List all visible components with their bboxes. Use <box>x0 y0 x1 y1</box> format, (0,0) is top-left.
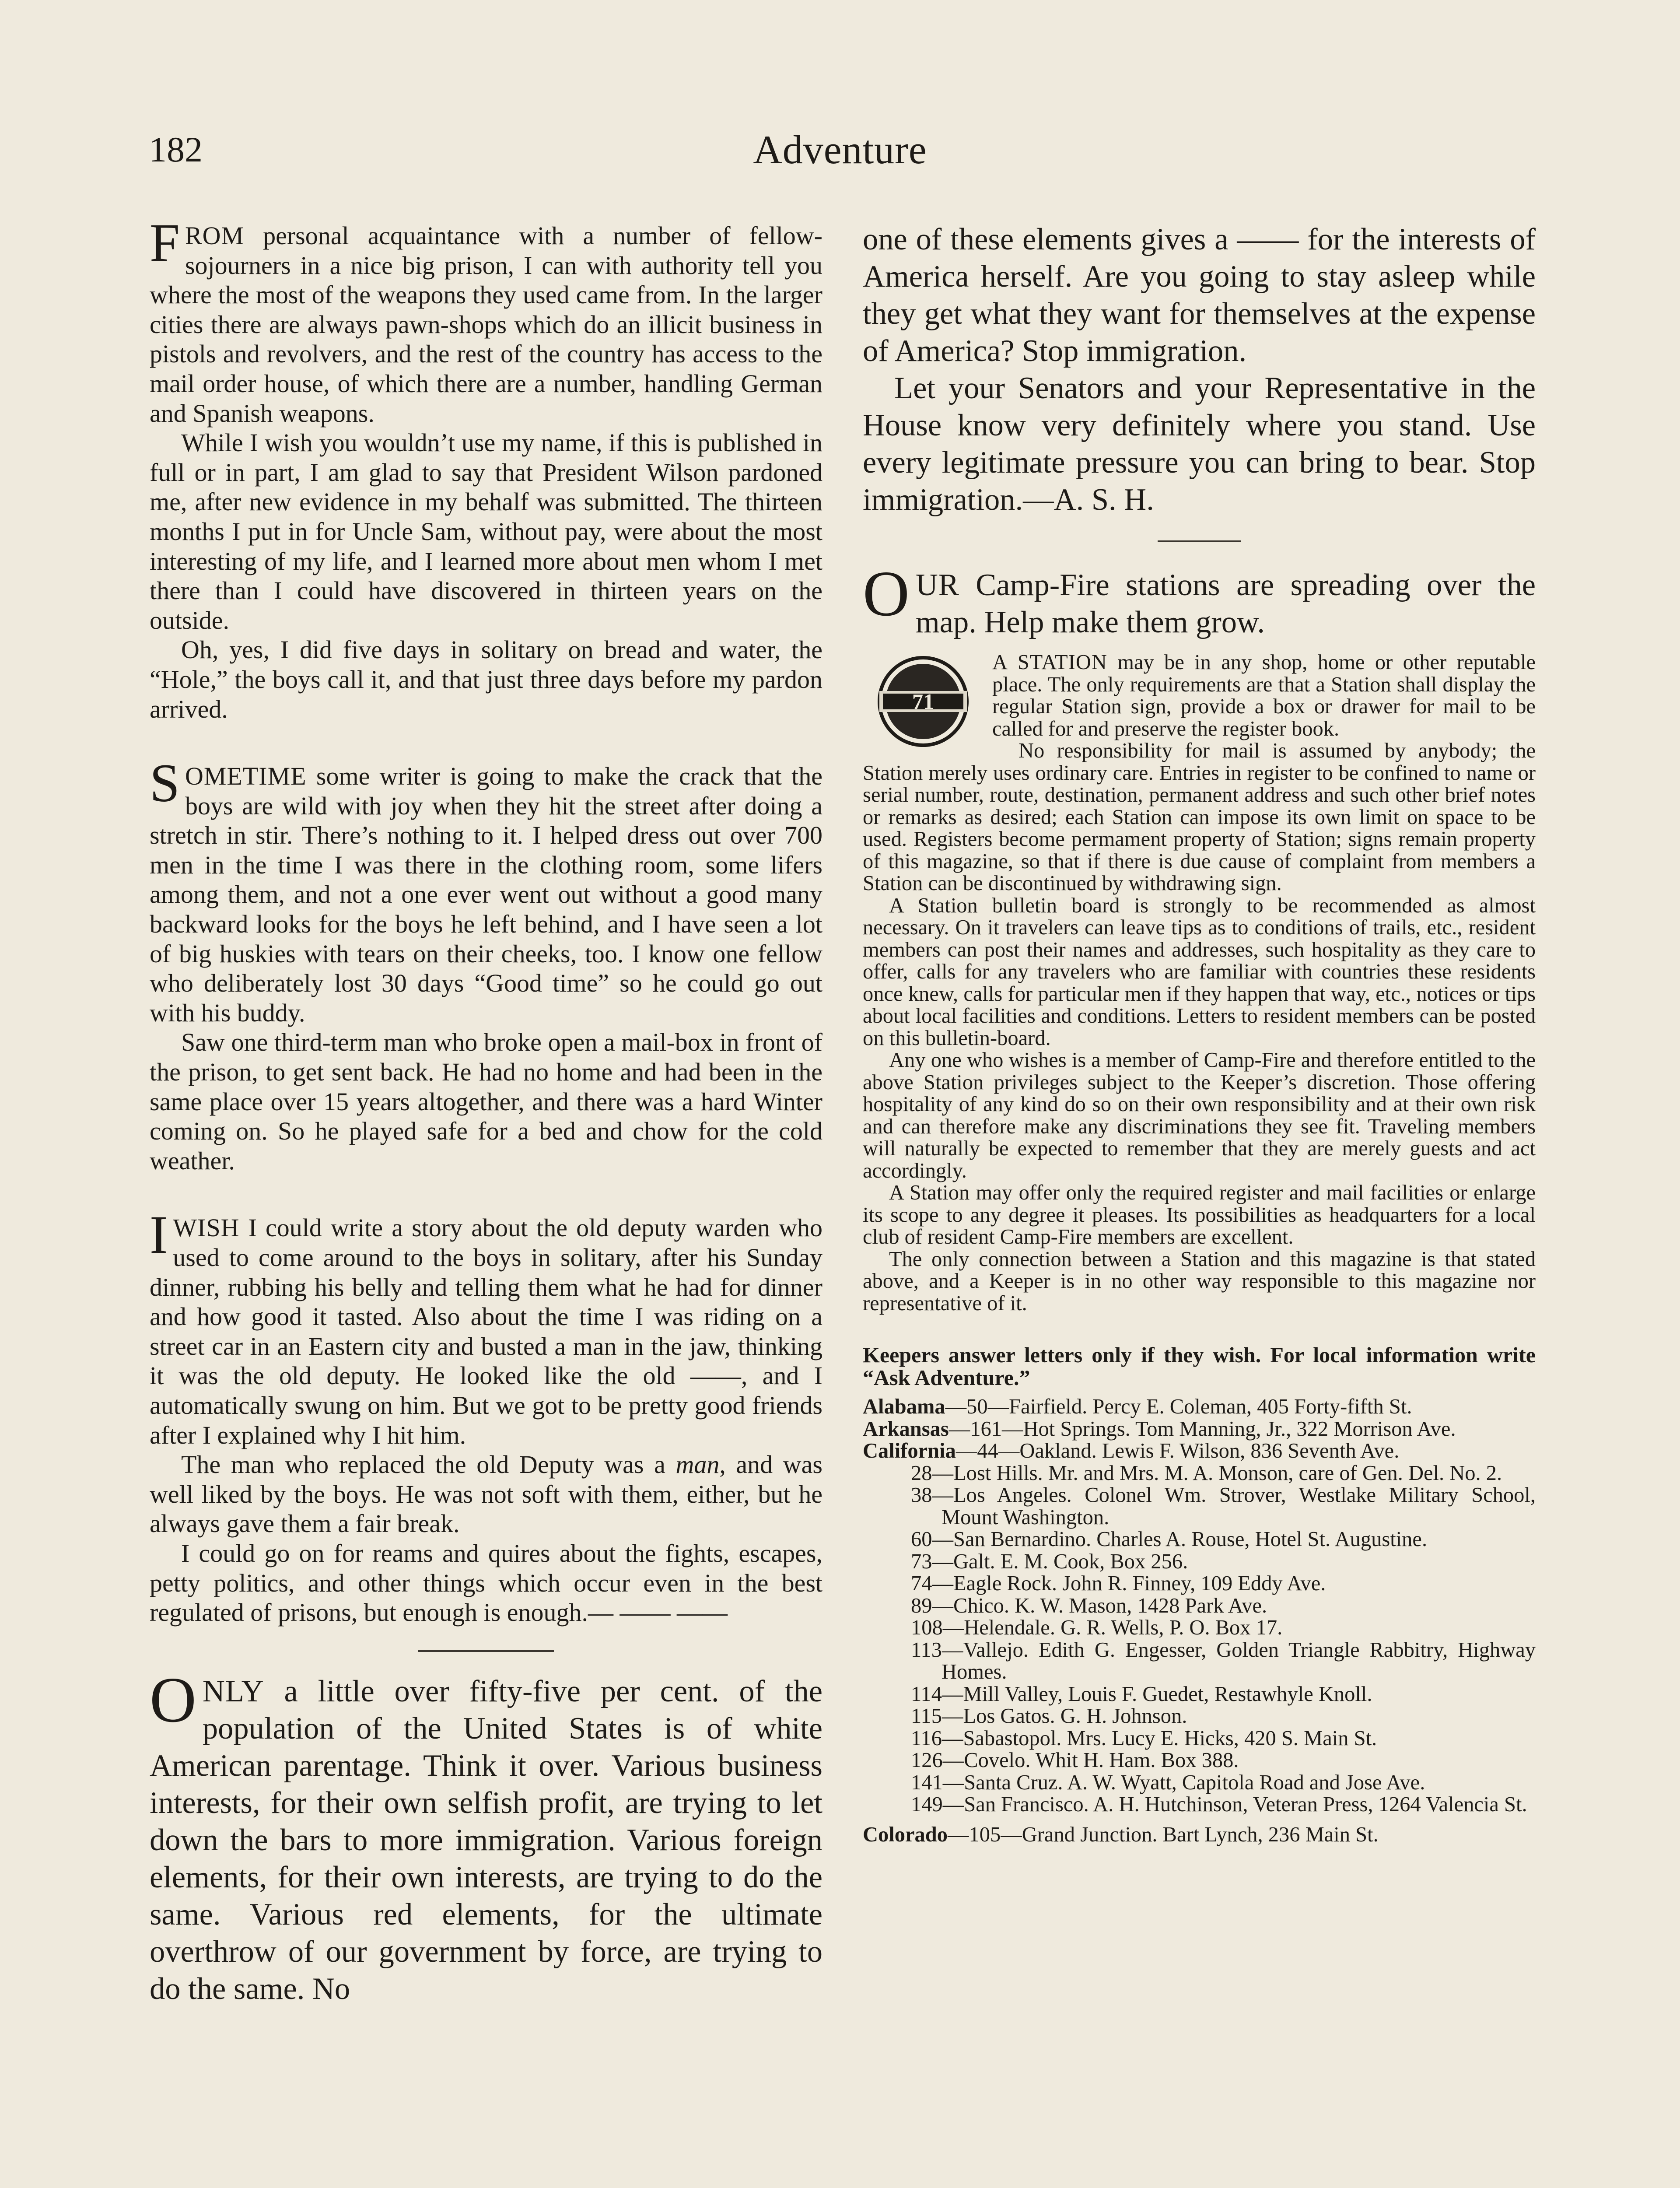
station-entry: 149—San Francisco. A. H. Hutchinson, Veteran Press, 1264 Valencia St. <box>911 1793 1527 1816</box>
station-entry: 115—Los Gatos. G. H. Johnson. <box>911 1704 1187 1728</box>
letter-paragraph-1 <box>150 213 822 428</box>
letter-paragraph-2: While I wish you wouldn’t use my name, if this is published in full or in part, I am glad to say that President Wilson pardoned me, after new evidence in my behalf was submitted. The thirteen months I put in for Uncle Sam, without pay, were about the most interesting of my life, and I learned more about men whom I met there than I could have discovered in thirteen years on the outside. <box>150 428 822 635</box>
station-entry: 126—Covelo. Whit H. Ham. Box 388. <box>911 1749 1239 1772</box>
letter-paragraph-5: Saw one third-term man who broke open a mail-box in front of the prison, to get sent back. He had no home and had been in the same place over 15 years altogether, and there was a hard Winter coming on. So he played safe for a bed and chow for the cold weather. <box>150 1028 822 1175</box>
campfire-intro <box>863 558 1536 641</box>
running-head: Adventure <box>753 127 927 172</box>
letter-paragraph-8: I could go on for reams and quires about the fights, escapes, petty politics, and other things which occur even in the best regulated of prisons, but enough is enough.— —— —— <box>150 1539 822 1627</box>
station-entry: 113—Vallejo. Edith G. Engesser, Golden Triangle Rabbitry, Highway Homes. <box>911 1638 1536 1683</box>
station-entry: 89—Chico. K. W. Mason, 1428 Park Ave. <box>911 1594 1267 1617</box>
immigration-closing: Let your Senators and your Representative in the House know very definitely where you stand. Use every legitimate pressure you can bring to bear. Stop immigration.—A. S. H. <box>863 371 1536 517</box>
letter-paragraph-7: The man who replaced the old Deputy was a man, and was well liked by the boys. He was not soft with them, either, but he always gave them a fair break. <box>150 1450 822 1538</box>
emphasis: man <box>676 1450 720 1479</box>
station-entry: 73—Galt. E. M. Cook, Box 256. <box>911 1550 1188 1573</box>
letter-paragraph-4 <box>150 753 822 1027</box>
station-rules-3: A Station bulletin board is strongly to be recommended as almost necessary. On it travelers can leave tips as to conditions of trails, etc., resident members can post their names and addresses, such hospitality as they care to offer, calls for any travelers who are familiar with countries these residents once knew, calls for particular men if they happen that way, etc., notices or tips about local facilities and conditions. Letters to resident members can be posted on this bulletin-board. <box>863 894 1536 1050</box>
station-entry: 60—San Bernardino. Charles A. Rouse, Hotel St. Augustine. <box>911 1528 1428 1551</box>
paragraph-text: personal acquaintance with a number of fellow-sojourners in a nice big prison, I can with authority tell you where the most of the weapons they used came from. In the larger cities there are always pawn-shops which do an illicit business in pistols and revolvers, and the rest of the country has access to the mail order house, of which there are a number, handling German and Spanish weapons. <box>150 221 822 428</box>
letter-paragraph-3: Oh, yes, I did five days in solitary on bread and water, the “Hole,” the boys call it, and that just three days before my pardon arrived. <box>150 635 822 723</box>
station-entry: 38—Los Angeles. Colonel Wm. Strover, Westlake Military School, Mount Washington. <box>911 1483 1536 1529</box>
station-entry: 28—Lost Hills. Mr. and Mrs. M. A. Monson, care of Gen. Del. No. 2. <box>911 1461 1502 1485</box>
letter-paragraph-6 <box>150 1205 822 1450</box>
keepers-note: Keepers answer letters only if they wish. For local information write “Ask Adventure.” <box>863 1343 1536 1390</box>
station-entry: Arkansas—161—Hot Springs. Tom Manning, Jr., 322 Morrison Ave. <box>863 1417 1456 1441</box>
station-rules-2: No responsibility for mail is assumed by anybody; the Station merely uses ordinary care. Entries in register to be confined to name or serial number, route, destination, permanent address and such other brief notes or remarks as desired; each Station can impose its own limit on space to be used. Registers become permament property of Station; signs remain property of this magazine, so that if there is due cause of complaint from members a Station can be discontinued by withdrawing sign. <box>863 739 1536 895</box>
immigration-continued: one of these elements gives a —— for the interests of America herself. Are you going to stay asleep while they get what they want for themselves at the expense of America? Stop immigration. <box>863 222 1536 368</box>
station-rules-4: Any one who wishes is a member of Camp-Fire and therefore entitled to the above Station privileges subject to the Keeper’s discretion. Those offering hospitality of any kind do so on their own responsibility and at their own risk and can therefore make any discriminations they see fit. Traveling members will naturally be expected to remember that they are merely guests and act accordingly. <box>863 1048 1536 1182</box>
lead-caps: OMETIME <box>185 762 307 791</box>
drop-cap: O <box>863 558 910 630</box>
station-entry: 141—Santa Cruz. A. W. Wyatt, Capitola Road and Jose Ave. <box>911 1771 1425 1794</box>
lead-caps: ROM <box>185 221 245 250</box>
station-rules-5: A Station may offer only the required register and mail facilities or enlarge its scope to any degree it pleases. Its possibilities as headquarters for a local club of resident Camp-Fire members are excellent. <box>863 1181 1536 1248</box>
station-entry: 114—Mill Valley, Louis F. Guedet, Restawhyle Knoll. <box>911 1682 1372 1706</box>
page-header <box>149 128 1531 189</box>
station-entry: 116—Sabastopol. Mrs. Lucy E. Hicks, 420 S. Main St. <box>911 1726 1377 1750</box>
station-list <box>863 1396 1536 1846</box>
station-entry: 74—Eagle Rock. John R. Finney, 109 Eddy Ave. <box>911 1572 1326 1595</box>
lead-caps: NLY <box>202 1674 264 1708</box>
lead-caps: WISH <box>173 1213 240 1242</box>
station-rules-6: The only connection between a Station and this magazine is that stated above, and a Keeper is in no other way responsible to this magazine nor representative of it. <box>863 1247 1536 1315</box>
paragraph-text: I could write a story about the old deputy warden who used to come around to the boys in solitary, after his Sunday dinner, rubbing his belly and telling them what he had for dinner and how good it tasted. Also about the time I was riding on a street car in an Eastern city and busted a man in the jaw, thinking it was the old deputy. He looked like the old ——, and I automatically swung on him. But we got to be pretty good friends after I explained why I hit him. <box>150 1213 822 1449</box>
lead-caps: UR <box>915 568 959 602</box>
page-number: 182 <box>149 130 203 169</box>
station-number: 71 <box>912 689 934 714</box>
paragraph-text: some writer is going to make the crack that the boys are wild with joy when they hit the street after doing a stretch in stir. There’s nothing to it. I helped dress out over 700 men in the time I was there in the clothing room, some lifers among them, and not a one ever went out without a good many backward looks for the boys he left behind, and I have seen a lot of big huskies with tears on their cheeks, too. I know one fellow who deliberately lost 30 days “Good time” so he could go out with his buddy. <box>150 762 822 1027</box>
paragraph-text: a little over fifty-five per cent. of the population of the United States is of white American parentage. Think it over. Various business interests, for their own selfish profit, are trying to let down the bars to more immigration. Various foreign elements, for their own interests, are trying to do the same. Various red elements, for the ultimate overthrow of our government by force, are trying to do the same. No <box>150 1674 822 2006</box>
station-rules-1: A STATION may be in any shop, home or other reputable place. The only requirements are that a Station shall display the regular Station sign, provide a box or drawer for mail to be called for and preserve the register book. <box>992 651 1536 740</box>
right-column <box>863 221 1536 1846</box>
station-sign-emblem <box>866 655 980 748</box>
station-entry: Colorado—105—Grand Junction. Bart Lynch, 236 Main St. <box>863 1823 1379 1846</box>
left-column <box>150 213 822 2008</box>
paragraph-text: Camp-Fire stations are spreading over the map. Help make them grow. <box>915 568 1536 639</box>
drop-cap: S <box>150 753 180 813</box>
drop-cap: O <box>150 1664 196 1736</box>
drop-cap: F <box>150 213 180 273</box>
station-entry: California—44—Oakland. Lewis F. Wilson, 836 Seventh Ave. <box>863 1439 1400 1462</box>
station-entry: 108—Helendale. G. R. Wells, P. O. Box 17. <box>911 1616 1283 1639</box>
station-entry: Alabama—50—Fairfield. Percy E. Coleman, 405 Forty-fifth St. <box>863 1395 1412 1418</box>
immigration-paragraph <box>150 1664 822 2008</box>
drop-cap: I <box>150 1205 168 1265</box>
